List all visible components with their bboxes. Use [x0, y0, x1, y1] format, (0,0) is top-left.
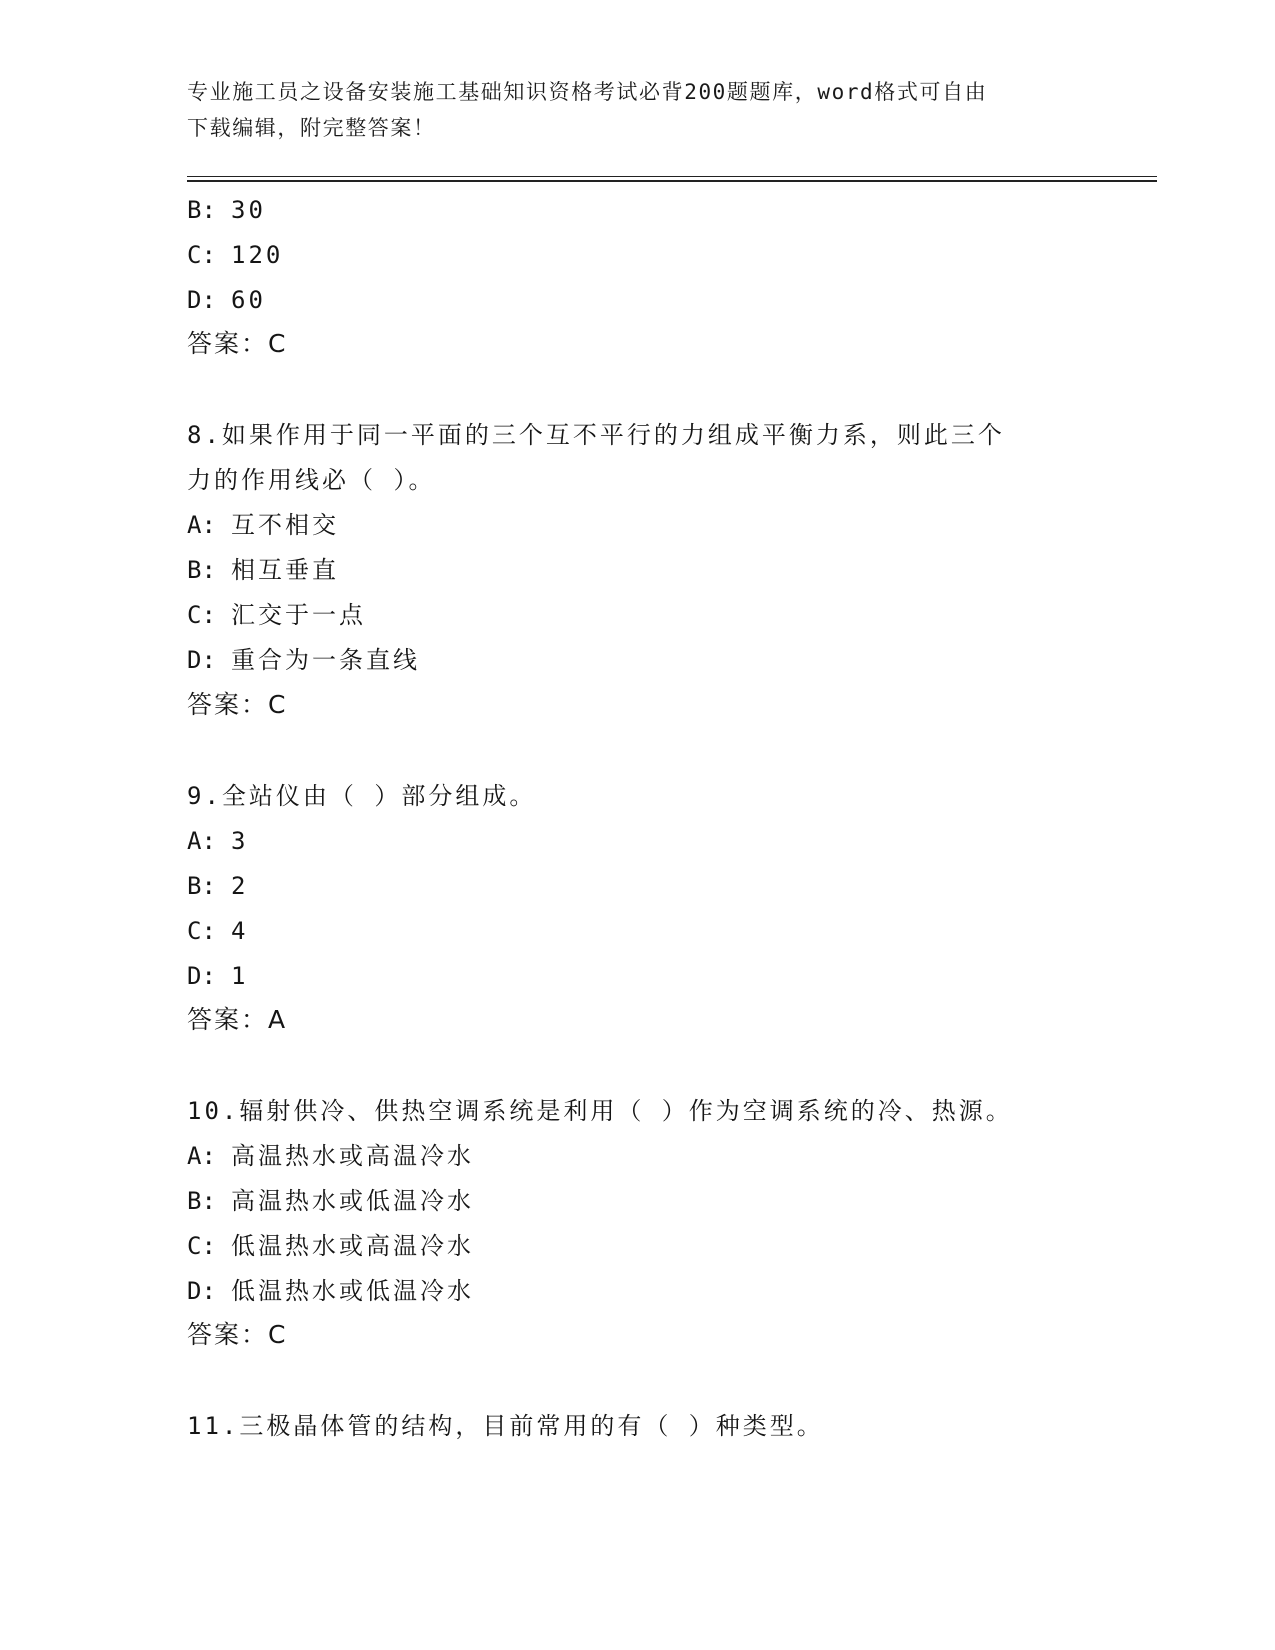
- option-text: 60: [231, 286, 266, 314]
- question-8-text-cont: 力的作用线必（ ）。: [187, 466, 436, 494]
- option-key: A:: [187, 827, 216, 855]
- option-c: [187, 240, 283, 270]
- option-text: 2: [231, 872, 249, 900]
- question-11-text: 11.三极晶体管的结构，目前常用的有（ ）种类型。: [187, 1412, 824, 1440]
- option-key: A:: [187, 511, 216, 539]
- question-8-text: 8.如果作用于同一平面的三个互不平行的力组成平衡力系，则此三个: [187, 421, 1005, 449]
- option-text: 高温热水或低温冷水: [231, 1187, 474, 1215]
- q8-option-a: [187, 510, 339, 540]
- option-key: C:: [187, 1232, 216, 1260]
- option-key: C:: [187, 241, 216, 269]
- option-key: B:: [187, 872, 216, 900]
- question-10-text: 10.辐射供冷、供热空调系统是利用（ ）作为空调系统的冷、热源。: [187, 1097, 1013, 1125]
- option-text: 互不相交: [231, 511, 339, 539]
- option-b: [187, 195, 266, 225]
- option-text: 高温热水或高温冷水: [231, 1142, 474, 1170]
- q10-option-a: [187, 1141, 474, 1171]
- q8-answer: 答案：C: [187, 690, 288, 719]
- q9-answer: 答案：A: [187, 1005, 288, 1034]
- answer-line: 答案：C: [187, 329, 288, 358]
- option-d: [187, 285, 266, 315]
- option-key: D:: [187, 646, 216, 674]
- option-key: D:: [187, 286, 216, 314]
- q8-option-c: [187, 600, 366, 630]
- q9-option-b: [187, 871, 248, 901]
- q10-answer: 答案：C: [187, 1320, 288, 1349]
- q10-option-d: [187, 1276, 474, 1306]
- option-key: B:: [187, 196, 216, 224]
- option-text: 120: [231, 241, 284, 269]
- option-text: 3: [231, 827, 249, 855]
- q8-option-d: [187, 645, 420, 675]
- option-text: 4: [231, 917, 249, 945]
- header-line-1: 专业施工员之设备安装施工基础知识资格考试必背200题题库，word格式可自由: [187, 80, 988, 104]
- option-text: 1: [231, 962, 249, 990]
- option-text: 低温热水或高温冷水: [231, 1232, 474, 1260]
- option-text: 低温热水或低温冷水: [231, 1277, 474, 1305]
- q9-option-a: [187, 826, 248, 856]
- option-key: B:: [187, 556, 216, 584]
- option-text: 相互垂直: [231, 556, 339, 584]
- option-key: C:: [187, 917, 216, 945]
- option-key: C:: [187, 601, 216, 629]
- option-key: B:: [187, 1187, 216, 1215]
- document-header: [187, 74, 1067, 146]
- q9-option-d: [187, 961, 248, 991]
- q10-option-c: [187, 1231, 474, 1261]
- option-text: 汇交于一点: [231, 601, 366, 629]
- option-key: D:: [187, 1277, 216, 1305]
- option-key: D:: [187, 962, 216, 990]
- question-9-text: 9.全站仪由（ ）部分组成。: [187, 782, 537, 810]
- q10-option-b: [187, 1186, 474, 1216]
- header-divider-thin: [187, 176, 1157, 177]
- q8-option-b: [187, 555, 339, 585]
- header-line-2: 下载编辑，附完整答案！: [187, 116, 436, 140]
- header-divider-thick: [187, 180, 1157, 182]
- q9-option-c: [187, 916, 248, 946]
- option-text: 30: [231, 196, 266, 224]
- option-key: A:: [187, 1142, 216, 1170]
- option-text: 重合为一条直线: [231, 646, 420, 674]
